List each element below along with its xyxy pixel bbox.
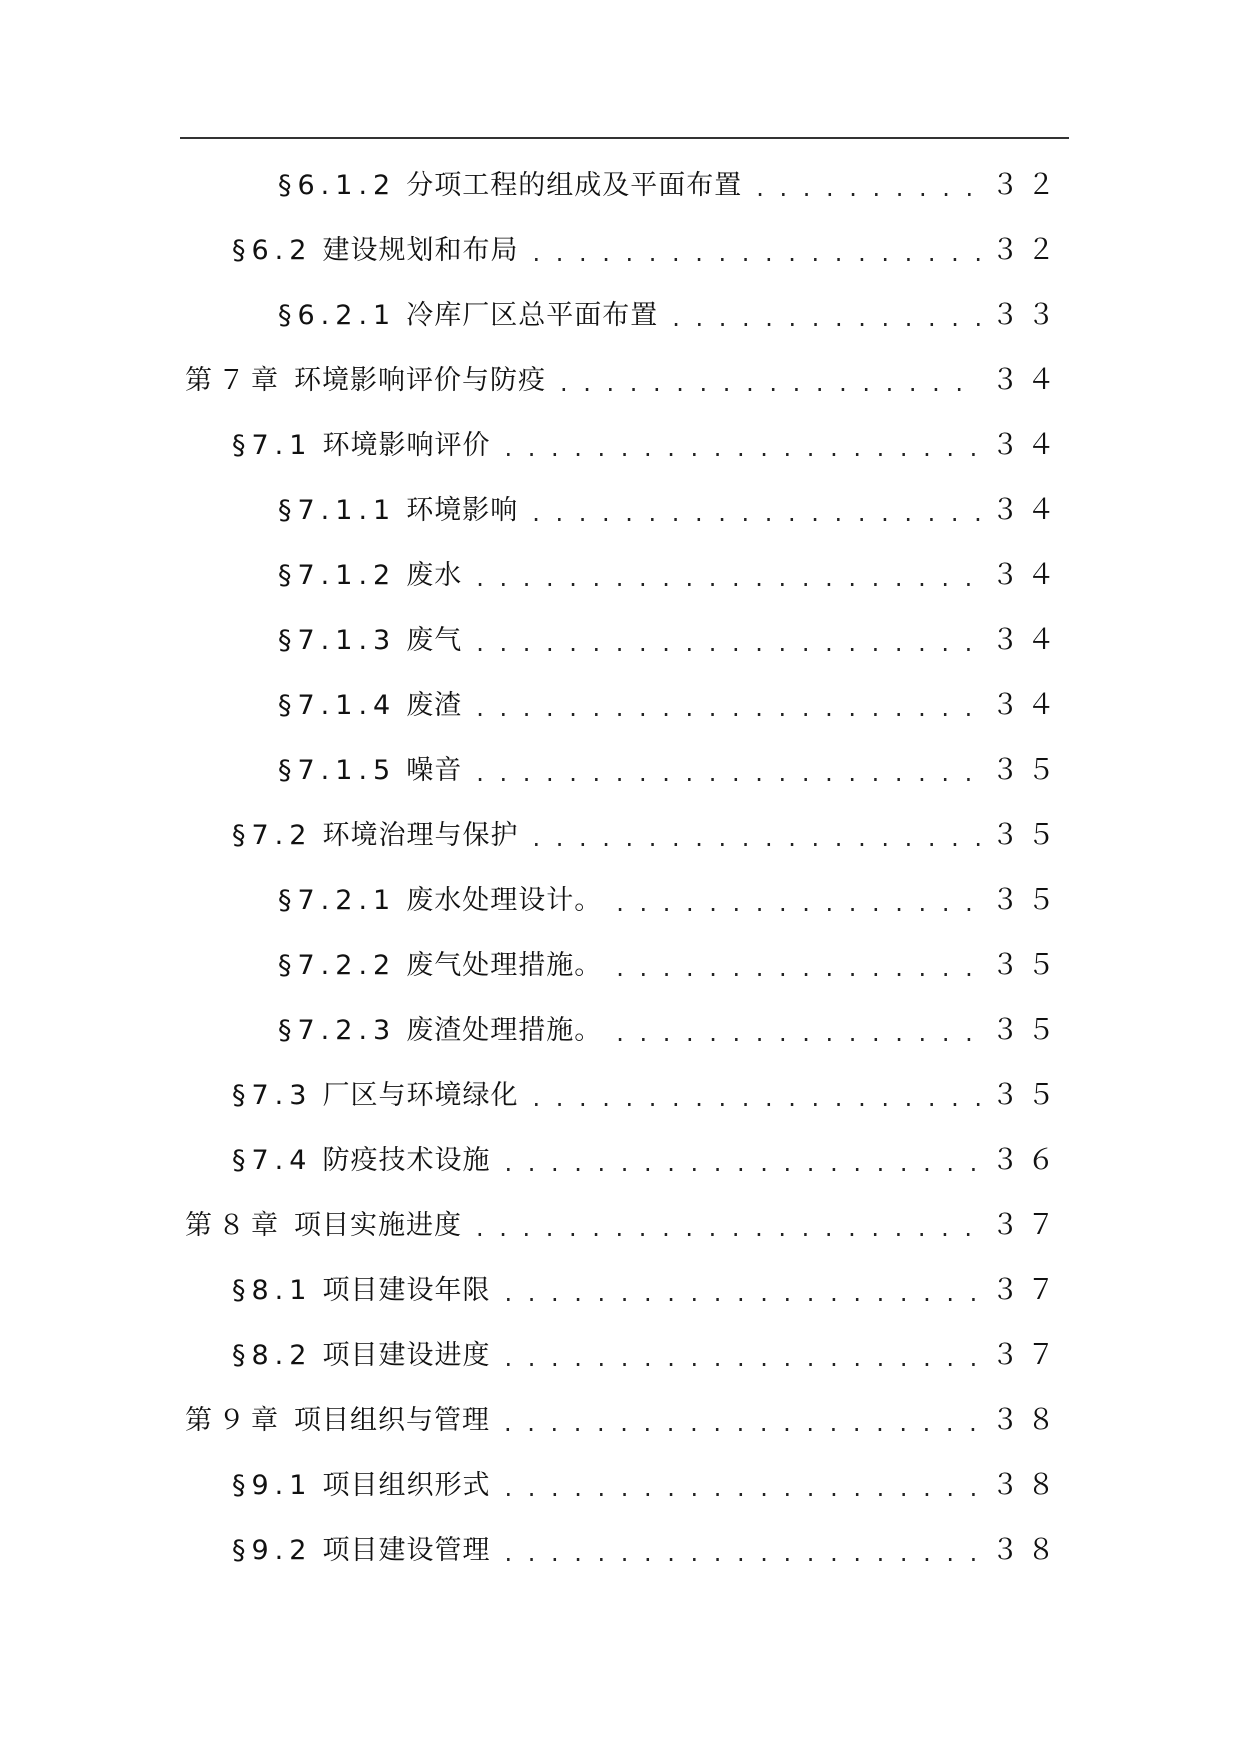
toc-entry[interactable]	[0, 675, 1241, 735]
toc-entry-number: §7.1.4	[278, 689, 397, 721]
toc-entry-title: 厂区与环境绿化	[322, 1079, 519, 1111]
toc-entry[interactable]	[0, 1000, 1241, 1060]
dot-leader	[504, 1281, 981, 1305]
toc-entry-number: §7.1.2	[278, 559, 397, 591]
toc-entry-number: §7.1.3	[278, 624, 397, 656]
toc-entry-number: §7.1.5	[278, 754, 397, 786]
toc-entry-page: ３８	[990, 1468, 1063, 1501]
toc-entry-title: 噪音	[406, 754, 463, 786]
dot-leader	[532, 1086, 981, 1110]
toc-entry-title: 废气处理措施。	[406, 949, 603, 981]
toc-entry[interactable]	[0, 610, 1241, 670]
toc-entry[interactable]	[0, 805, 1241, 865]
toc-entry-title: 项目组织形式	[322, 1469, 491, 1501]
toc-entry[interactable]	[0, 1260, 1241, 1320]
toc-entry-number: §9.2	[232, 1534, 313, 1566]
toc-entry-page: ３７	[990, 1273, 1063, 1306]
dot-leader	[560, 371, 981, 395]
toc-entry-title: 项目建设年限	[322, 1274, 491, 1306]
toc-entry-number: §7.2.1	[278, 884, 397, 916]
toc-entry-number: 第７章	[185, 364, 284, 396]
toc-entry-page: ３５	[990, 948, 1063, 981]
toc-entry-page: ３７	[990, 1208, 1063, 1241]
toc-entry-title: 项目实施进度	[294, 1209, 462, 1241]
toc-entry-title: 防疫技术设施	[322, 1144, 491, 1176]
toc-entry-number: §6.1.2	[278, 169, 397, 201]
toc-entry-page: ３４	[990, 363, 1063, 396]
toc-entry[interactable]	[0, 1390, 1241, 1450]
dot-leader	[476, 761, 981, 785]
toc-entry[interactable]	[0, 740, 1241, 800]
dot-leader	[616, 891, 981, 915]
toc-entry-number: §7.2	[232, 819, 313, 851]
toc-entry-number: §7.1.1	[278, 494, 397, 526]
toc-entry[interactable]	[0, 1520, 1241, 1580]
dot-leader	[532, 826, 981, 850]
toc-entry-title: 废渣	[406, 689, 463, 721]
toc-entry[interactable]	[0, 350, 1241, 410]
dot-leader	[504, 1151, 981, 1175]
toc-entry-number: §8.1	[232, 1274, 313, 1306]
toc-entry-number: 第８章	[185, 1209, 284, 1241]
toc-entry-number: §7.2.2	[278, 949, 397, 981]
toc-entry-number: §7.3	[232, 1079, 313, 1111]
dot-leader	[504, 1541, 981, 1565]
toc-entry-title: 冷库厂区总平面布置	[406, 299, 659, 331]
toc-entry-page: ３６	[990, 1143, 1063, 1176]
toc-entry-title: 废水	[406, 559, 463, 591]
toc-entry-title: 废渣处理措施。	[406, 1014, 603, 1046]
toc-entry[interactable]	[0, 1455, 1241, 1515]
dot-leader	[616, 956, 981, 980]
dot-leader	[504, 436, 981, 460]
toc-entry[interactable]	[0, 1130, 1241, 1190]
toc-entry-page: ３４	[990, 688, 1063, 721]
toc-entry-page: ３３	[990, 298, 1063, 331]
toc-entry[interactable]	[0, 220, 1241, 280]
toc-entry-page: ３４	[990, 493, 1063, 526]
dot-leader	[476, 566, 981, 590]
toc-entry-title: 分项工程的组成及平面布置	[406, 169, 743, 201]
toc-entry-page: ３８	[990, 1403, 1063, 1436]
toc-entry-number: 第９章	[185, 1404, 284, 1436]
dot-leader	[504, 1346, 981, 1370]
toc-entry-title: 环境影响	[406, 494, 519, 526]
toc-entry-number: §7.1	[232, 429, 313, 461]
toc-entry-page: ３４	[990, 623, 1063, 656]
toc-entry-page: ３５	[990, 818, 1063, 851]
toc-entry-page: ３４	[990, 428, 1063, 461]
dot-leader	[504, 1411, 981, 1435]
dot-leader	[672, 306, 981, 330]
toc-entry-title: 环境影响评价	[322, 429, 491, 461]
dot-leader	[476, 696, 981, 720]
header-rule	[180, 137, 1069, 139]
toc-entry-page: ３５	[990, 753, 1063, 786]
toc-entry-number: §7.4	[232, 1144, 313, 1176]
toc-entry[interactable]	[0, 545, 1241, 605]
dot-leader	[756, 176, 981, 200]
toc-entry[interactable]	[0, 870, 1241, 930]
toc-entry-title: 项目建设管理	[322, 1534, 491, 1566]
toc-entry-page: ３２	[990, 168, 1063, 201]
toc-entry-title: 建设规划和布局	[322, 234, 519, 266]
toc-entry-page: ３４	[990, 558, 1063, 591]
toc-entry-page: ３５	[990, 883, 1063, 916]
toc-entry-page: ３８	[990, 1533, 1063, 1566]
dot-leader	[476, 631, 981, 655]
toc-entry-page: ３５	[990, 1013, 1063, 1046]
toc-entry-title: 废气	[406, 624, 463, 656]
toc-entry[interactable]	[0, 285, 1241, 345]
toc-entry-number: §6.2	[232, 234, 313, 266]
toc-entry[interactable]	[0, 155, 1241, 215]
toc-entry-page: ３２	[990, 233, 1063, 266]
toc-entry[interactable]	[0, 1195, 1241, 1255]
toc-entry-number: §8.2	[232, 1339, 313, 1371]
dot-leader	[476, 1216, 981, 1240]
toc-entry-title: 废水处理设计。	[406, 884, 603, 916]
dot-leader	[504, 1476, 981, 1500]
toc-entry[interactable]	[0, 1065, 1241, 1125]
toc-entry-page: ３７	[990, 1338, 1063, 1371]
toc-entry-number: §6.2.1	[278, 299, 397, 331]
dot-leader	[616, 1021, 981, 1045]
toc-entry-number: §7.2.3	[278, 1014, 397, 1046]
toc-entry[interactable]	[0, 935, 1241, 995]
toc-entry[interactable]	[0, 415, 1241, 475]
dot-leader	[532, 501, 981, 525]
toc-entry-page: ３５	[990, 1078, 1063, 1111]
toc-entry-title: 项目建设进度	[322, 1339, 491, 1371]
dot-leader	[532, 241, 981, 265]
toc-entry[interactable]	[0, 480, 1241, 540]
toc-entry[interactable]	[0, 1325, 1241, 1385]
toc-entry-title: 环境治理与保护	[322, 819, 519, 851]
toc-entry-title: 环境影响评价与防疫	[294, 364, 546, 396]
toc-entry-title: 项目组织与管理	[294, 1404, 490, 1436]
toc-entry-number: §9.1	[232, 1469, 313, 1501]
